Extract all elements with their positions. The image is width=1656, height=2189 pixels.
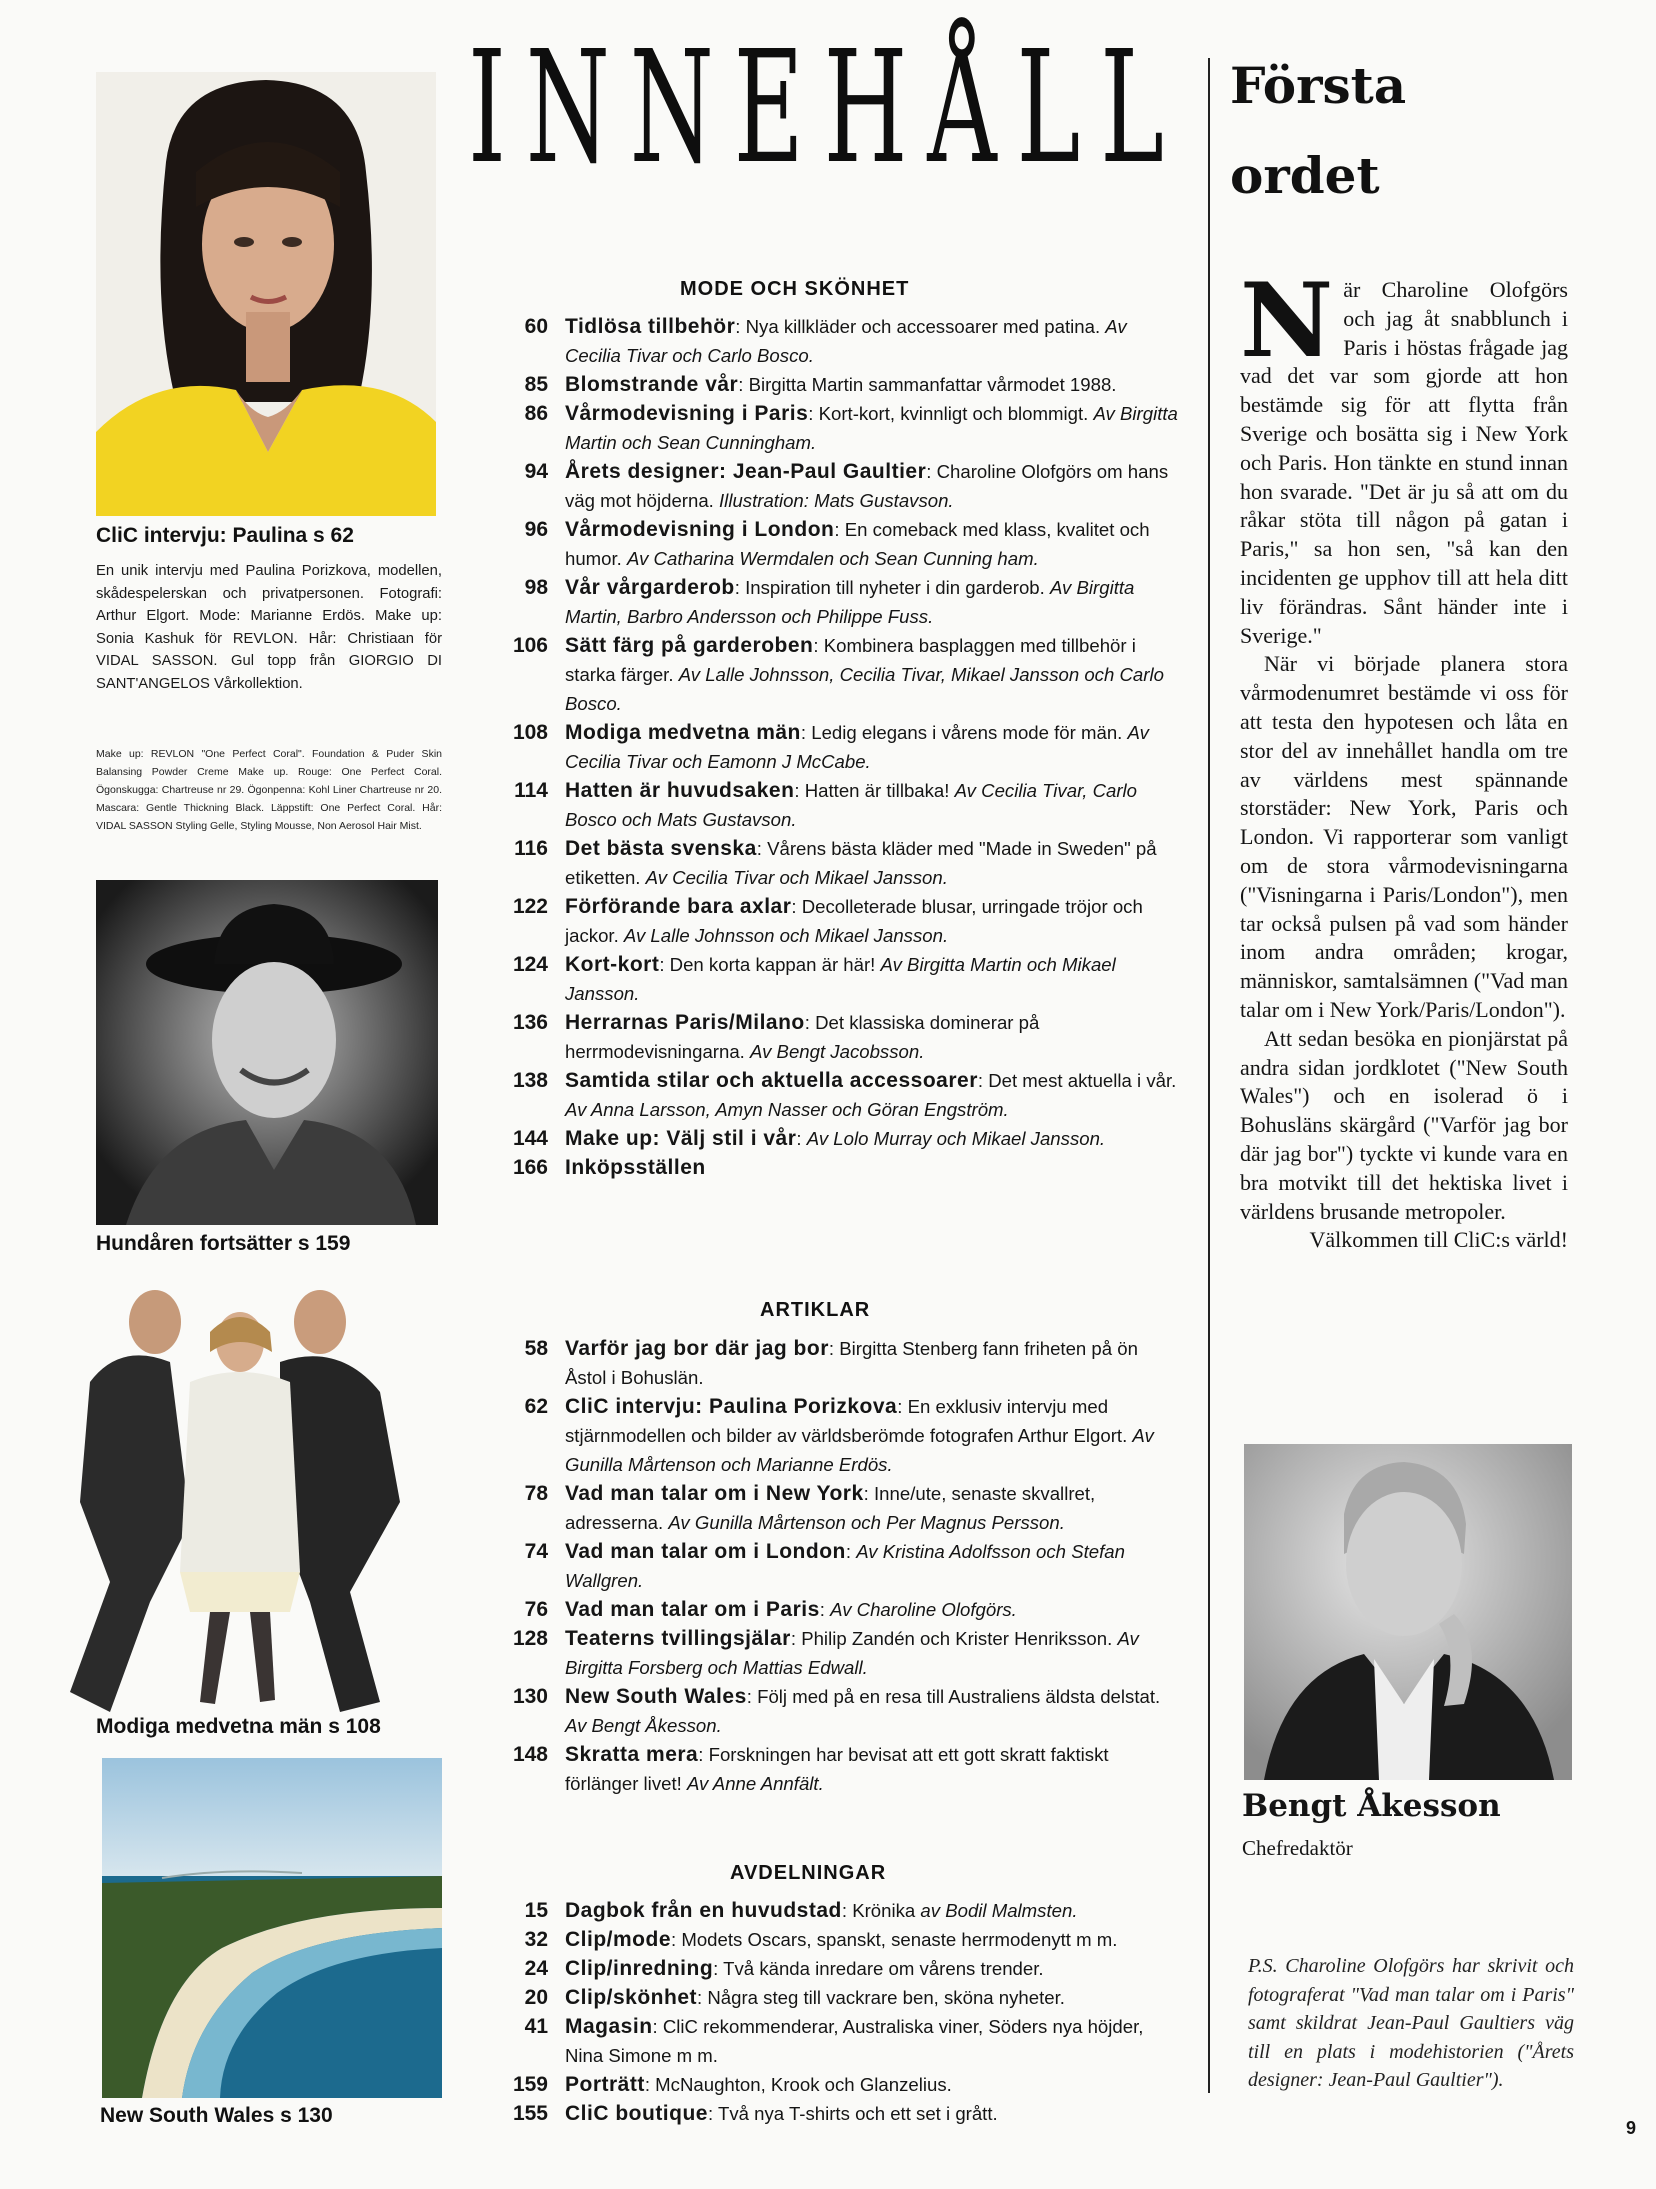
toc-entry-description: : Modets Oscars, spanskt, senaste herrmodenytt m m. <box>671 1929 1118 1950</box>
toc-entry[interactable] <box>490 1954 1180 1983</box>
toc-entry[interactable] <box>490 1537 1180 1595</box>
toc-page-number: 15 <box>524 1899 548 1922</box>
toc-entry-description: : En comeback med klass, kvalitet och humor. <box>565 519 1150 569</box>
toc-entry-title: Årets designer: Jean-Paul Gaultier <box>565 460 927 483</box>
toc-entry-credit: Illustration: Mats Gustavson. <box>719 490 954 511</box>
toc-entry-title: Vad man talar om i New York <box>565 1482 864 1505</box>
toc-entry-description: : Decolleterade blusar, urringade tröjor och jackor. <box>565 896 1143 946</box>
toc-entry[interactable] <box>490 1624 1180 1682</box>
toc-entry-description: : Den korta kappan är här! <box>659 954 881 975</box>
toc-entry-credit: Av Cecilia Tivar och Eamonn J McCabe. <box>565 722 1149 772</box>
postscript: P.S. Charoline Olofgörs har skrivit och fotograferat "Vad man talar om i Paris" samt skildrat Jean-Paul Gaultiers väg till en plats i modehistorien ("Årets designer: Jean-Paul Gaultier"). <box>1248 1955 1574 2091</box>
paulina-caption: CliC intervju: Paulina s 62 <box>96 524 354 547</box>
toc-page-number: 144 <box>512 1127 548 1150</box>
column-divider <box>1208 58 1210 2093</box>
toc-entry[interactable] <box>490 1124 1180 1153</box>
toc-page-number: 41 <box>524 2015 548 2038</box>
toc-entry[interactable] <box>490 2099 1180 2128</box>
toc-entry-credit: av Bodil Malmsten. <box>920 1900 1078 1921</box>
toc-entry-title: CliC boutique <box>565 2102 708 2125</box>
toc-entry-title: Samtida stilar och aktuella accessoarer <box>565 1069 978 1092</box>
toc-entry-credit: Av Birgitta Martin och Sean Cunningham. <box>565 403 1178 453</box>
toc-entry-description: : McNaughton, Krook och Glanzelius. <box>644 2074 952 2095</box>
toc-entry-description: : En exklusiv intervju med stjärnmodellen och bilder av världsberömde fotografen Arthur Elgort. <box>565 1396 1133 1446</box>
page-title: INNEHÅLL <box>468 17 1184 198</box>
toc-page-number: 76 <box>524 1598 548 1621</box>
toc-entry-description: : Inspiration till nyheter i din garderob. <box>734 577 1050 598</box>
toc-entry-description: : Det klassiska dominerar på herrmodevisningarna. <box>565 1012 1040 1062</box>
toc-page-number: 122 <box>512 895 548 918</box>
editor-name: Bengt Åkesson <box>1242 1788 1501 1824</box>
trio-photo <box>50 1272 420 1712</box>
toc-entry-title: Blomstrande vår <box>565 373 739 396</box>
toc-page-number: 94 <box>524 460 548 483</box>
toc-entry-title: Vad man talar om i Paris <box>565 1598 820 1621</box>
toc-entry-description: : Birgitta Stenberg fann friheten på ön Åstol i Bohuslän. <box>565 1338 1138 1388</box>
editor-role: Chefredaktör <box>1242 1836 1353 1860</box>
toc-entry-description: : Ledig elegans i vårens mode för män. <box>800 722 1128 743</box>
toc-entry-description: : Philip Zandén och Krister Henriksson. <box>790 1628 1118 1649</box>
toc-entry[interactable] <box>490 1479 1180 1537</box>
editorial-paragraph-3: Att sedan besöka en pionjärstat på andra sidan jordklotet ("New South Wales") och en isolerad ö i Bohusläns skärgård ("Varför jag bor där jag bor") tyckte vi kunde vara en bra motvikt till det hektiska livet i världens brusande metropoler. <box>1240 1025 1568 1224</box>
toc-page-number: 155 <box>512 2102 548 2125</box>
toc-page-number: 24 <box>524 1957 548 1980</box>
toc-entry-credit: Av Anna Larsson, Amyn Nasser och Göran Engström. <box>565 1099 1009 1120</box>
toc-page-number: 20 <box>524 1986 548 2009</box>
editorial-paragraph-4: Välkommen till CliC:s värld! <box>1309 1227 1568 1253</box>
toc-entry[interactable] <box>490 776 1180 834</box>
toc-entry[interactable] <box>490 950 1180 1008</box>
toc-entry[interactable] <box>490 892 1180 950</box>
toc-page-number: 130 <box>512 1685 548 1708</box>
toc-page-number: 98 <box>524 576 548 599</box>
toc-entry-credit: Av Cecilia Tivar, Carlo Bosco och Mats Gustavson. <box>565 780 1137 830</box>
toc-page-number: 86 <box>524 402 548 425</box>
toc-page-number: 108 <box>512 721 548 744</box>
editor-photo <box>1244 1444 1572 1780</box>
hat-caption: Hundåren fortsätter s 159 <box>96 1232 351 1255</box>
toc-entry[interactable] <box>490 631 1180 718</box>
toc-entry-credit: Av Cecilia Tivar och Carlo Bosco. <box>565 316 1127 366</box>
toc-entry-credit: Av Charoline Olofgörs. <box>830 1599 1017 1620</box>
toc-entry-title: Hatten är huvudsaken <box>565 779 795 802</box>
toc-entry-credit: Av Birgitta Martin och Mikael Jansson. <box>565 954 1116 1004</box>
toc-entry-credit: Av Gunilla Mårtenson och Per Magnus Persson. <box>668 1512 1065 1533</box>
paulina-description: En unik intervju med Paulina Porizkova, modellen, skådespelerskan och privatpersonen. Fotografi: Arthur Elgort. Mode: Marianne Erdös. Make up: Sonia Kashuk för REVLON. Hår: Christiaan för VIDAL SASSON. Gul topp från GIORGIO DI SANT'ANGELOS Vårkollektion. <box>96 563 442 692</box>
toc-page-number: 62 <box>524 1395 548 1418</box>
toc-entry-description: : Krönika <box>841 1900 921 1921</box>
beach-photo <box>102 1758 442 2098</box>
toc-entry-description: : Birgitta Martin sammanfattar vårmodet 1988. <box>738 374 1117 395</box>
toc-page-number: 60 <box>524 315 548 338</box>
drop-cap: N <box>1240 261 1334 381</box>
toc-entry[interactable] <box>490 718 1180 776</box>
toc-entry-title: Clip/inredning <box>565 1957 714 1980</box>
trio-caption: Modiga medvetna män s 108 <box>96 1715 381 1738</box>
toc-entry-description: : Följ med på en resa till Australiens äldsta delstat. <box>746 1686 1161 1707</box>
beach-caption: New South Wales s 130 <box>100 2104 333 2127</box>
page-number: 9 <box>1626 2118 1637 2138</box>
editorial-text <box>1240 261 1568 1255</box>
toc-entry[interactable] <box>490 1153 1180 1182</box>
toc-entry-title: CliC intervju: Paulina Porizkova <box>565 1395 898 1418</box>
toc-entry-title: New South Wales <box>565 1685 747 1708</box>
toc-entry-title: Magasin <box>565 2015 653 2038</box>
hat-man-photo <box>96 880 438 1225</box>
toc-page-number: 116 <box>514 837 548 860</box>
toc-mode-och-skonhet <box>490 312 1180 1182</box>
toc-entry-description: : <box>845 1541 857 1562</box>
toc-entry-title: Teaterns tvillingsjälar <box>565 1627 791 1650</box>
toc-entry-title: Sätt färg på garderoben <box>565 634 814 657</box>
toc-entry-description: : Två kända inredare om vårens trender. <box>713 1958 1044 1979</box>
toc-entry[interactable] <box>490 1983 1180 2012</box>
toc-page-number: 85 <box>524 373 548 396</box>
toc-avdelningar <box>490 1896 1180 2128</box>
toc-entry-credit: Av Lolo Murray och Mikael Jansson. <box>806 1128 1106 1149</box>
toc-artiklar-heading: ARTIKLAR <box>760 1299 871 1321</box>
toc-entry-credit: Av Birgitta Forsberg och Mattias Edwall. <box>565 1628 1139 1678</box>
toc-page-number: 148 <box>512 1743 548 1766</box>
toc-page-number: 128 <box>512 1627 548 1650</box>
toc-entry-title: Vårmodevisning i London <box>565 518 835 541</box>
toc-entry[interactable] <box>490 515 1180 573</box>
toc-entry-description: : Några steg till vackrare ben, sköna nyheter. <box>697 1987 1065 2008</box>
toc-entry[interactable] <box>490 457 1180 515</box>
toc-entry-title: Vår vårgarderob <box>565 576 735 599</box>
toc-entry[interactable] <box>490 1925 1180 1954</box>
toc-entry-description: : Vårens bästa kläder med "Made in Sweden" på etiketten. <box>565 838 1157 888</box>
toc-entry[interactable] <box>490 1334 1180 1392</box>
toc-entry[interactable] <box>490 2070 1180 2099</box>
toc-entry-title: Inköpsställen <box>565 1156 706 1179</box>
toc-entry-description: : Charoline Olofgörs om hans väg mot höjderna. <box>565 461 1169 511</box>
toc-entry[interactable] <box>490 1066 1180 1124</box>
toc-entry[interactable] <box>490 1682 1180 1740</box>
toc-entry-credit: Av Anne Annfält. <box>686 1773 824 1794</box>
toc-entry-title: Det bästa svenska <box>565 837 757 860</box>
toc-entry[interactable] <box>490 834 1180 892</box>
toc-entry-description: : Kort-kort, kvinnligt och blommigt. <box>808 403 1094 424</box>
toc-entry-credit: Av Bengt Jacobsson. <box>750 1041 925 1062</box>
toc-mode-och-skonhet-heading: MODE OCH SKÖNHET <box>680 278 910 300</box>
toc-entry[interactable] <box>490 1392 1180 1479</box>
toc-entry-title: Varför jag bor där jag bor <box>565 1337 829 1360</box>
toc-entry-credit: Av Kristina Adolfsson och Stefan Wallgren. <box>565 1541 1125 1591</box>
toc-entry[interactable] <box>490 1008 1180 1066</box>
toc-avdelningar-heading: AVDELNINGAR <box>730 1862 887 1884</box>
toc-page-number: 74 <box>524 1540 548 1563</box>
toc-entry-title: Kort-kort <box>565 953 660 976</box>
toc-entry-title: Make up: Välj stil i vår <box>565 1127 797 1150</box>
toc-entry-description: : Två nya T-shirts och ett set i grått. <box>707 2103 998 2124</box>
toc-page-number: 106 <box>512 634 548 657</box>
toc-entry-description: : <box>796 1128 807 1149</box>
toc-entry[interactable] <box>490 1740 1180 1798</box>
toc-entry-description: : Forskningen har bevisat att ett gott skratt faktiskt förlänger livet! <box>565 1744 1109 1794</box>
toc-entry-credit: Av Cecilia Tivar och Mikael Jansson. <box>645 867 948 888</box>
editorial-paragraph-2: När vi började planera stora vårmodenumret bestämde vi oss för att testa den hypotesen och låta en stor del av innehållet handla om tre av världens mest spännande storstäder: New York, Paris och London. Vi rapporterar som vanligt om de stora vårmodevisningarna ("Visningarna i Paris/London"), men tar också pulsen på vad som händer inom andra områden; krogar, människor, samtalsämnen ("Vad man talar om i New York/Paris/London"). <box>1240 651 1568 1022</box>
toc-entry-credit: Av Lalle Johnsson och Mikael Jansson. <box>623 925 949 946</box>
toc-entry-title: Clip/mode <box>565 1928 672 1951</box>
paulina-photo <box>96 72 436 516</box>
toc-entry[interactable] <box>490 573 1180 631</box>
toc-page-number: 78 <box>524 1482 548 1505</box>
toc-page-number: 136 <box>512 1011 548 1034</box>
toc-entry[interactable] <box>490 2012 1180 2070</box>
toc-page-number: 96 <box>524 518 548 541</box>
editorial-title-line1: Första <box>1230 56 1407 115</box>
toc-entry-credit: Av Gunilla Mårtenson och Marianne Erdös. <box>565 1425 1154 1475</box>
toc-entry[interactable] <box>490 1896 1180 1925</box>
toc-entry-credit: Av Lalle Johnsson, Cecilia Tivar, Mikael Jansson och Carlo Bosco. <box>565 664 1164 714</box>
toc-entry-title: Clip/skönhet <box>565 1986 698 2009</box>
toc-page-number: 114 <box>514 779 548 802</box>
toc-entry-description: : Kombinera basplaggen med tillbehör i starka färger. <box>565 635 1136 685</box>
toc-entry-title: Vårmodevisning i Paris <box>565 402 809 425</box>
toc-entry-credit: Av Bengt Åkesson. <box>565 1715 722 1736</box>
toc-page-number: 138 <box>512 1069 548 1092</box>
toc-entry[interactable] <box>490 399 1180 457</box>
toc-entry-description: : Det mest aktuella i vår. <box>977 1070 1177 1091</box>
toc-page-number: 159 <box>512 2073 548 2096</box>
toc-entry-title: Herrarnas Paris/Milano <box>565 1011 805 1034</box>
toc-entry-description: : CliC rekommenderar, Australiska viner, Söders nya höjder, Nina Simone m m. <box>565 2016 1144 2066</box>
editorial-paragraph-1: När Charoline Olofgörs och jag åt snabblunch i Paris i höstas frågade jag vad det var som gjorde att hon bestämde sig för att flytta från Sverige och bosätta sig i New York och Paris. Hon tänkte en stund innan hon svarade. "Det är ju så att om du råkar stöta till någon på gatan i Paris," sa hon sen, "så kan den incidenten ge upphov till att hela ditt liv förändras. Sånt händer inte i Sverige." <box>1240 261 1568 648</box>
toc-entry-title: Dagbok från en huvudstad <box>565 1899 842 1922</box>
toc-entry-title: Tidlösa tillbehör <box>565 315 736 338</box>
toc-entry-credit: Av Birgitta Martin, Barbro Andersson och Philippe Fuss. <box>565 577 1135 627</box>
toc-entry[interactable] <box>490 1595 1180 1624</box>
toc-entry-credit: Av Catharina Wermdalen och Sean Cunning ham. <box>627 548 1039 569</box>
toc-page-number: 124 <box>512 953 548 976</box>
toc-entry-description: : Nya killkläder och accessoarer med patina. <box>735 316 1106 337</box>
toc-entry-title: Vad man talar om i London <box>565 1540 846 1563</box>
toc-entry[interactable] <box>490 312 1180 370</box>
toc-entry[interactable] <box>490 370 1180 399</box>
toc-artiklar <box>490 1334 1180 1798</box>
toc-entry-title: Förförande bara axlar <box>565 895 792 918</box>
toc-entry-description: : Inne/ute, senaste skvallret, adresserna. <box>565 1483 1096 1533</box>
toc-entry-title: Modiga medvetna män <box>565 721 801 744</box>
editorial-title-line2: ordet <box>1230 146 1380 205</box>
toc-entry-description: : <box>819 1599 831 1620</box>
toc-entry-title: Porträtt <box>565 2073 645 2096</box>
toc-page-number: 58 <box>524 1337 548 1360</box>
toc-page-number: 32 <box>524 1928 548 1951</box>
toc-page-number: 166 <box>512 1156 548 1179</box>
toc-entry-description: : Hatten är tillbaka! <box>794 780 955 801</box>
toc-entry-title: Skratta mera <box>565 1743 699 1766</box>
paulina-makeup-credits: Make up: REVLON "One Perfect Coral". Foundation & Puder Skin Balansing Powder Creme Make up. Rouge: One Perfect Coral. Ögonskugga: Chartreuse nr 29. Ögonpenna: Kohl Liner Chartreuse nr 20. Mascara: Gentle Thickning Black. Läppstift: One Perfect Coral. Hår: VIDAL SASSON Styling Gelle, Styling Mousse, Non Aerosol Hair Mist. <box>96 748 442 832</box>
